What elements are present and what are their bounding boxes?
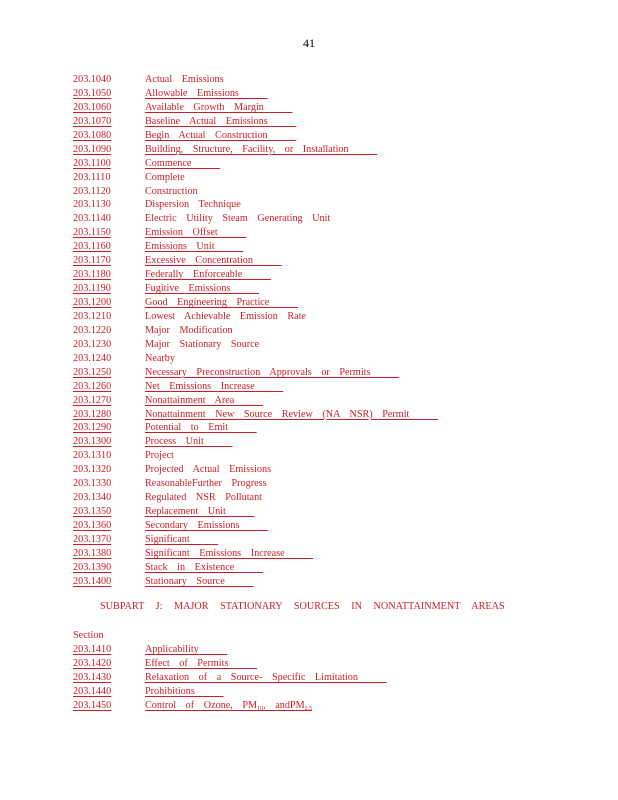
- section-title[interactable]: Emissions Unit: [145, 241, 244, 253]
- toc-entry[interactable]: [73, 87, 593, 101]
- section-number[interactable]: 203.1170: [73, 255, 111, 267]
- section-number[interactable]: 203.1090: [73, 143, 112, 155]
- toc-entry: [73, 463, 593, 477]
- section-number: 203.1320: [73, 464, 112, 476]
- section-title: Project: [145, 450, 174, 462]
- section-number[interactable]: 203.1180: [73, 269, 111, 281]
- section-number[interactable]: 203.1360: [73, 520, 112, 531]
- section-title: Projected Actual Emissions: [145, 464, 272, 476]
- section-title: Regulated NSR Pollutant: [145, 492, 263, 504]
- toc-entry: [73, 324, 593, 338]
- section-number[interactable]: 203.1100: [73, 157, 111, 169]
- toc-entry[interactable]: [73, 115, 593, 129]
- section-number: 203.1340: [73, 492, 112, 504]
- toc-entry: [73, 198, 593, 212]
- section-number[interactable]: 203.1370: [73, 533, 112, 545]
- toc-entry[interactable]: [73, 657, 593, 671]
- section-number[interactable]: 203.1350: [73, 506, 112, 518]
- section-title[interactable]: Replacement Unit: [145, 506, 255, 518]
- section-title[interactable]: Building, Structure, Facility, or Installation: [145, 143, 378, 155]
- section-number: 203.1330: [73, 478, 112, 490]
- toc-entry[interactable]: [73, 380, 593, 394]
- section-number[interactable]: 203.1280: [73, 408, 112, 420]
- section-title[interactable]: Nonattainment New Source Review (NA NSR) Permit: [145, 408, 439, 420]
- toc-entry: [73, 352, 593, 366]
- section-title: Nearby: [145, 352, 175, 364]
- section-title[interactable]: Potential to Emit: [145, 422, 257, 434]
- toc-entry[interactable]: [73, 505, 593, 519]
- section-title[interactable]: Allowable Emissions: [145, 87, 268, 99]
- section-title: Complete: [145, 171, 185, 183]
- section-number[interactable]: 203.1390: [73, 561, 112, 573]
- toc-entry[interactable]: [73, 435, 593, 449]
- section-number[interactable]: 203.1410: [73, 644, 112, 655]
- section-number[interactable]: 203.1430: [73, 671, 112, 683]
- section-number[interactable]: 203.1300: [73, 436, 112, 448]
- section-title[interactable]: Excessive Concentration: [145, 255, 282, 267]
- section-title: Lowest Achievable Emission Rate: [145, 310, 307, 322]
- section-label: Section: [73, 630, 104, 641]
- section-number[interactable]: 203.1150: [73, 227, 111, 239]
- toc-entry: [73, 171, 593, 185]
- section-title[interactable]: Good Engineering Practice: [145, 297, 298, 308]
- toc-entry[interactable]: [73, 254, 593, 268]
- section-title[interactable]: Prohibitions: [145, 685, 224, 697]
- toc-entry[interactable]: [73, 240, 593, 254]
- section-title[interactable]: Secondary Emissions: [145, 520, 269, 531]
- toc-entry[interactable]: [73, 699, 593, 713]
- toc-entry[interactable]: [73, 366, 593, 380]
- section-title: Dispersion Technique: [145, 199, 241, 211]
- section-number[interactable]: 203.1190: [73, 283, 111, 295]
- toc-entry[interactable]: [73, 101, 593, 115]
- toc-entry[interactable]: [73, 129, 593, 143]
- section-title[interactable]: Significant Emissions Increase: [145, 547, 314, 559]
- section-title: Electric Utility Steam Generating Unit: [145, 213, 331, 225]
- section-number: 203.1220: [73, 324, 112, 336]
- section-number[interactable]: 203.1440: [73, 685, 112, 697]
- toc-entry: [73, 449, 593, 463]
- section-number[interactable]: 203.1060: [73, 101, 112, 113]
- section-number[interactable]: 203.1160: [73, 241, 111, 253]
- toc-entry[interactable]: [73, 533, 593, 547]
- toc-entry[interactable]: [73, 421, 593, 435]
- toc-entry: [73, 185, 593, 199]
- section-title[interactable]: Stationary Source: [145, 575, 254, 587]
- subscript: 10: [257, 705, 264, 712]
- toc-entry[interactable]: [73, 408, 593, 422]
- section-title[interactable]: Emission Offset: [145, 227, 247, 239]
- page-number: 41: [303, 36, 315, 50]
- section-number: 203.1040: [73, 74, 112, 85]
- subpart-heading: SUBPART J: MAJOR STATIONARY SOURCES IN NONATTAINMENT AREAS: [100, 601, 505, 612]
- section-number: 203.1120: [73, 185, 111, 197]
- section-title: Major Stationary Source: [145, 338, 260, 350]
- section-title[interactable]: Process Unit: [145, 436, 233, 448]
- toc-entry[interactable]: [73, 296, 593, 310]
- toc-entry: [73, 310, 593, 324]
- toc-entry: [73, 477, 593, 491]
- toc-entry: [73, 491, 593, 505]
- section-number: 203.1310: [73, 450, 112, 462]
- section-number: 203.1240: [73, 352, 112, 364]
- section-title[interactable]: Effect of Permits: [145, 657, 258, 669]
- title-part: , andPM: [263, 699, 305, 711]
- subpart-j-contents: [73, 643, 593, 713]
- section-number: 203.1140: [73, 213, 111, 225]
- toc-entry: [73, 212, 593, 226]
- section-title: Actual Emissions: [145, 74, 224, 85]
- section-title[interactable]: Available Growth Margin: [145, 101, 293, 113]
- toc-entry[interactable]: [73, 575, 593, 589]
- section-number: 203.1110: [73, 171, 111, 183]
- section-number[interactable]: 203.1420: [73, 657, 112, 669]
- section-title: ReasonableFurther Progress: [145, 478, 267, 490]
- section-number[interactable]: 203.1070: [73, 115, 112, 127]
- section-number: 203.1130: [73, 199, 111, 211]
- section-number[interactable]: 203.1260: [73, 380, 112, 392]
- section-title[interactable]: Applicability: [145, 644, 228, 655]
- section-number[interactable]: 203.1380: [73, 547, 112, 559]
- section-number: 203.1210: [73, 310, 112, 322]
- section-number[interactable]: 203.1400: [73, 575, 112, 587]
- toc-entry: [73, 73, 593, 87]
- section-title[interactable]: Net Emissions Increase: [145, 380, 284, 392]
- toc-entry[interactable]: [73, 643, 593, 657]
- toc-entry[interactable]: [73, 282, 593, 296]
- toc-entry[interactable]: [73, 519, 593, 533]
- section-title[interactable]: Begin Actual Construction: [145, 129, 297, 141]
- toc-entry[interactable]: [73, 157, 593, 171]
- section-number[interactable]: 203.1290: [73, 422, 112, 434]
- section-title[interactable]: Fugitive Emissions: [145, 283, 260, 295]
- section-title[interactable]: Nonattainment Area: [145, 394, 263, 406]
- toc-entry[interactable]: [73, 685, 593, 699]
- section-title[interactable]: Baseline Actual Emissions: [145, 115, 297, 127]
- section-title[interactable]: Relaxation of a Source- Specific Limitation: [145, 671, 387, 683]
- section-number[interactable]: 203.1200: [73, 297, 112, 308]
- toc-entry[interactable]: [73, 561, 593, 575]
- section-number[interactable]: 203.1250: [73, 366, 112, 378]
- section-title: Major Modification: [145, 324, 233, 336]
- toc-entry[interactable]: [73, 547, 593, 561]
- table-of-contents: [73, 73, 593, 589]
- toc-entry: [73, 338, 593, 352]
- toc-entry[interactable]: [73, 143, 593, 157]
- section-title[interactable]: Necessary Preconstruction Approvals or Permits: [145, 366, 400, 378]
- section-title[interactable]: Stack in Existence: [145, 561, 263, 573]
- toc-entry[interactable]: [73, 394, 593, 408]
- toc-entry[interactable]: [73, 671, 593, 685]
- section-number[interactable]: 203.1050: [73, 87, 112, 99]
- section-title[interactable]: Significant: [145, 533, 219, 545]
- subscript: 2.5: [304, 705, 313, 712]
- section-number[interactable]: 203.1270: [73, 394, 112, 406]
- section-number[interactable]: 203.1080: [73, 129, 112, 141]
- section-title[interactable]: [145, 699, 312, 713]
- section-number[interactable]: 203.1450: [73, 699, 112, 711]
- toc-entry[interactable]: [73, 226, 593, 240]
- section-title[interactable]: Commence: [145, 157, 221, 169]
- title-part: Control of Ozone, PM: [145, 699, 258, 711]
- section-number: 203.1230: [73, 338, 112, 350]
- toc-entry[interactable]: [73, 268, 593, 282]
- section-title[interactable]: Federally Enforceable: [145, 269, 271, 281]
- section-title: Construction: [145, 185, 198, 197]
